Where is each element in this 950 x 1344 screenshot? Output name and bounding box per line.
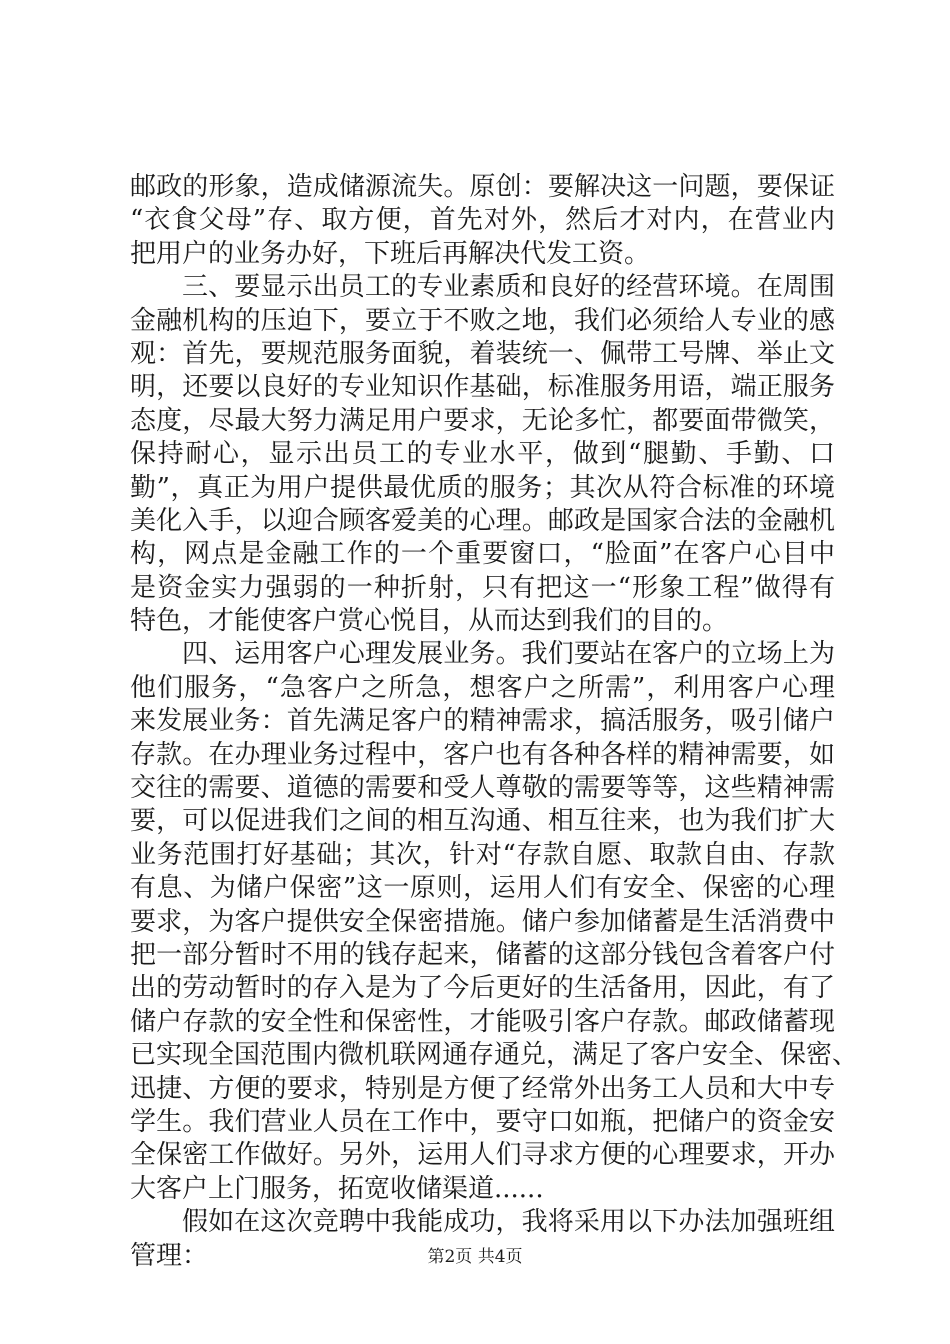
document-body [130,171,859,1273]
text-line: 假如在这次竞聘中我能成功，我将采用以下办法加强班组 [182,1207,835,1238]
text-line: 四、运用客户心理发展业务。我们要站在客户的立场上为 [182,639,835,670]
text-line: 全保密工作做好。另外，运用人们寻求方便的心理要求，开办 [130,1140,835,1171]
text-line: 要，可以促进我们之间的相互沟通、相互往来，也为我们扩大 [130,806,835,837]
text-line: 明，还要以良好的专业知识作基础，标准服务用语，端正服务 [130,372,835,403]
text-line: 邮政的形象，造成储源流失。原创：要解决这一问题，要保证 [130,172,835,202]
page-number-footer: 第2页 共4页 [427,1247,523,1267]
text-line: 迅捷、方便的要求，特别是方便了经常外出务工人员和大中专 [130,1073,835,1104]
text-line: 要求，为客户提供安全保密措施。储户参加储蓄是生活消费中 [130,906,835,937]
text-line: 特色，才能使客户赏心悦目，从而达到我们的目的。 [130,606,729,637]
text-line: 保持耐心，显示出员工的专业水平，做到“腿勤、手勤、口 [130,439,835,470]
text-line: 把用户的业务办好，下班后再解决代发工资。 [130,238,651,269]
text-line: 构，网点是金融工作的一个重要窗口，“脸面”在客户心目中 [130,539,835,570]
text-line: 他们服务，“急客户之所急，想客户之所需”，利用客户心理 [130,672,835,703]
text-line: 把一部分暂时不用的钱存起来，储蓄的这部分钱包含着客户付 [130,939,835,970]
text-line: 业务范围打好基础；其次，针对“存款自愿、取款自由、存款 [130,839,835,870]
text-line: 交往的需要、道德的需要和受人尊敬的需要等等，这些精神需 [130,773,835,804]
text-line: 已实现全国范围内微机联网通存通兑，满足了客户安全、保密、 [130,1040,859,1071]
text-line: 出的劳动暂时的存入是为了今后更好的生活备用，因此，有了 [130,973,835,1004]
text-line: 有息、为储户保密”这一原则，运用人们有安全、保密的心理 [130,873,835,904]
text-line: 储户存款的安全性和保密性，才能吸引客户存款。邮政储蓄现 [130,1006,835,1037]
text-line: 管理： [130,1240,209,1271]
text-line: 态度，尽最大努力满足用户要求，无论多忙，都要面带微笑， [130,405,835,436]
text-line: “衣食父母”存、取方便，首先对外，然后才对内，在营业内 [130,205,835,236]
text-line: 学生。我们营业人员在工作中，要守口如瓶，把储户的资金安 [130,1106,835,1137]
text-line: 存款。在办理业务过程中，客户也有各种各样的精神需要，如 [130,739,835,770]
text-line: 美化入手，以迎合顾客爱美的心理。邮政是国家合法的金融机 [130,505,835,536]
text-line: 大客户上门服务，拓宽收储渠道...... [130,1173,544,1204]
text-line: 勤”，真正为用户提供最优质的服务；其次从符合标准的环境 [130,472,835,503]
text-line: 三、要显示出员工的专业素质和良好的经营环境。在周围 [182,272,835,303]
text-line: 观：首先，要规范服务面貌，着装统一、佩带工号牌、举止文 [130,338,835,369]
text-line: 来发展业务：首先满足客户的精神需求，搞活服务，吸引储户 [130,706,835,737]
text-line: 是资金实力强弱的一种折射，只有把这一“形象工程”做得有 [130,572,835,603]
text-line: 金融机构的压迫下，要立于不败之地，我们必须给人专业的感 [130,305,835,336]
